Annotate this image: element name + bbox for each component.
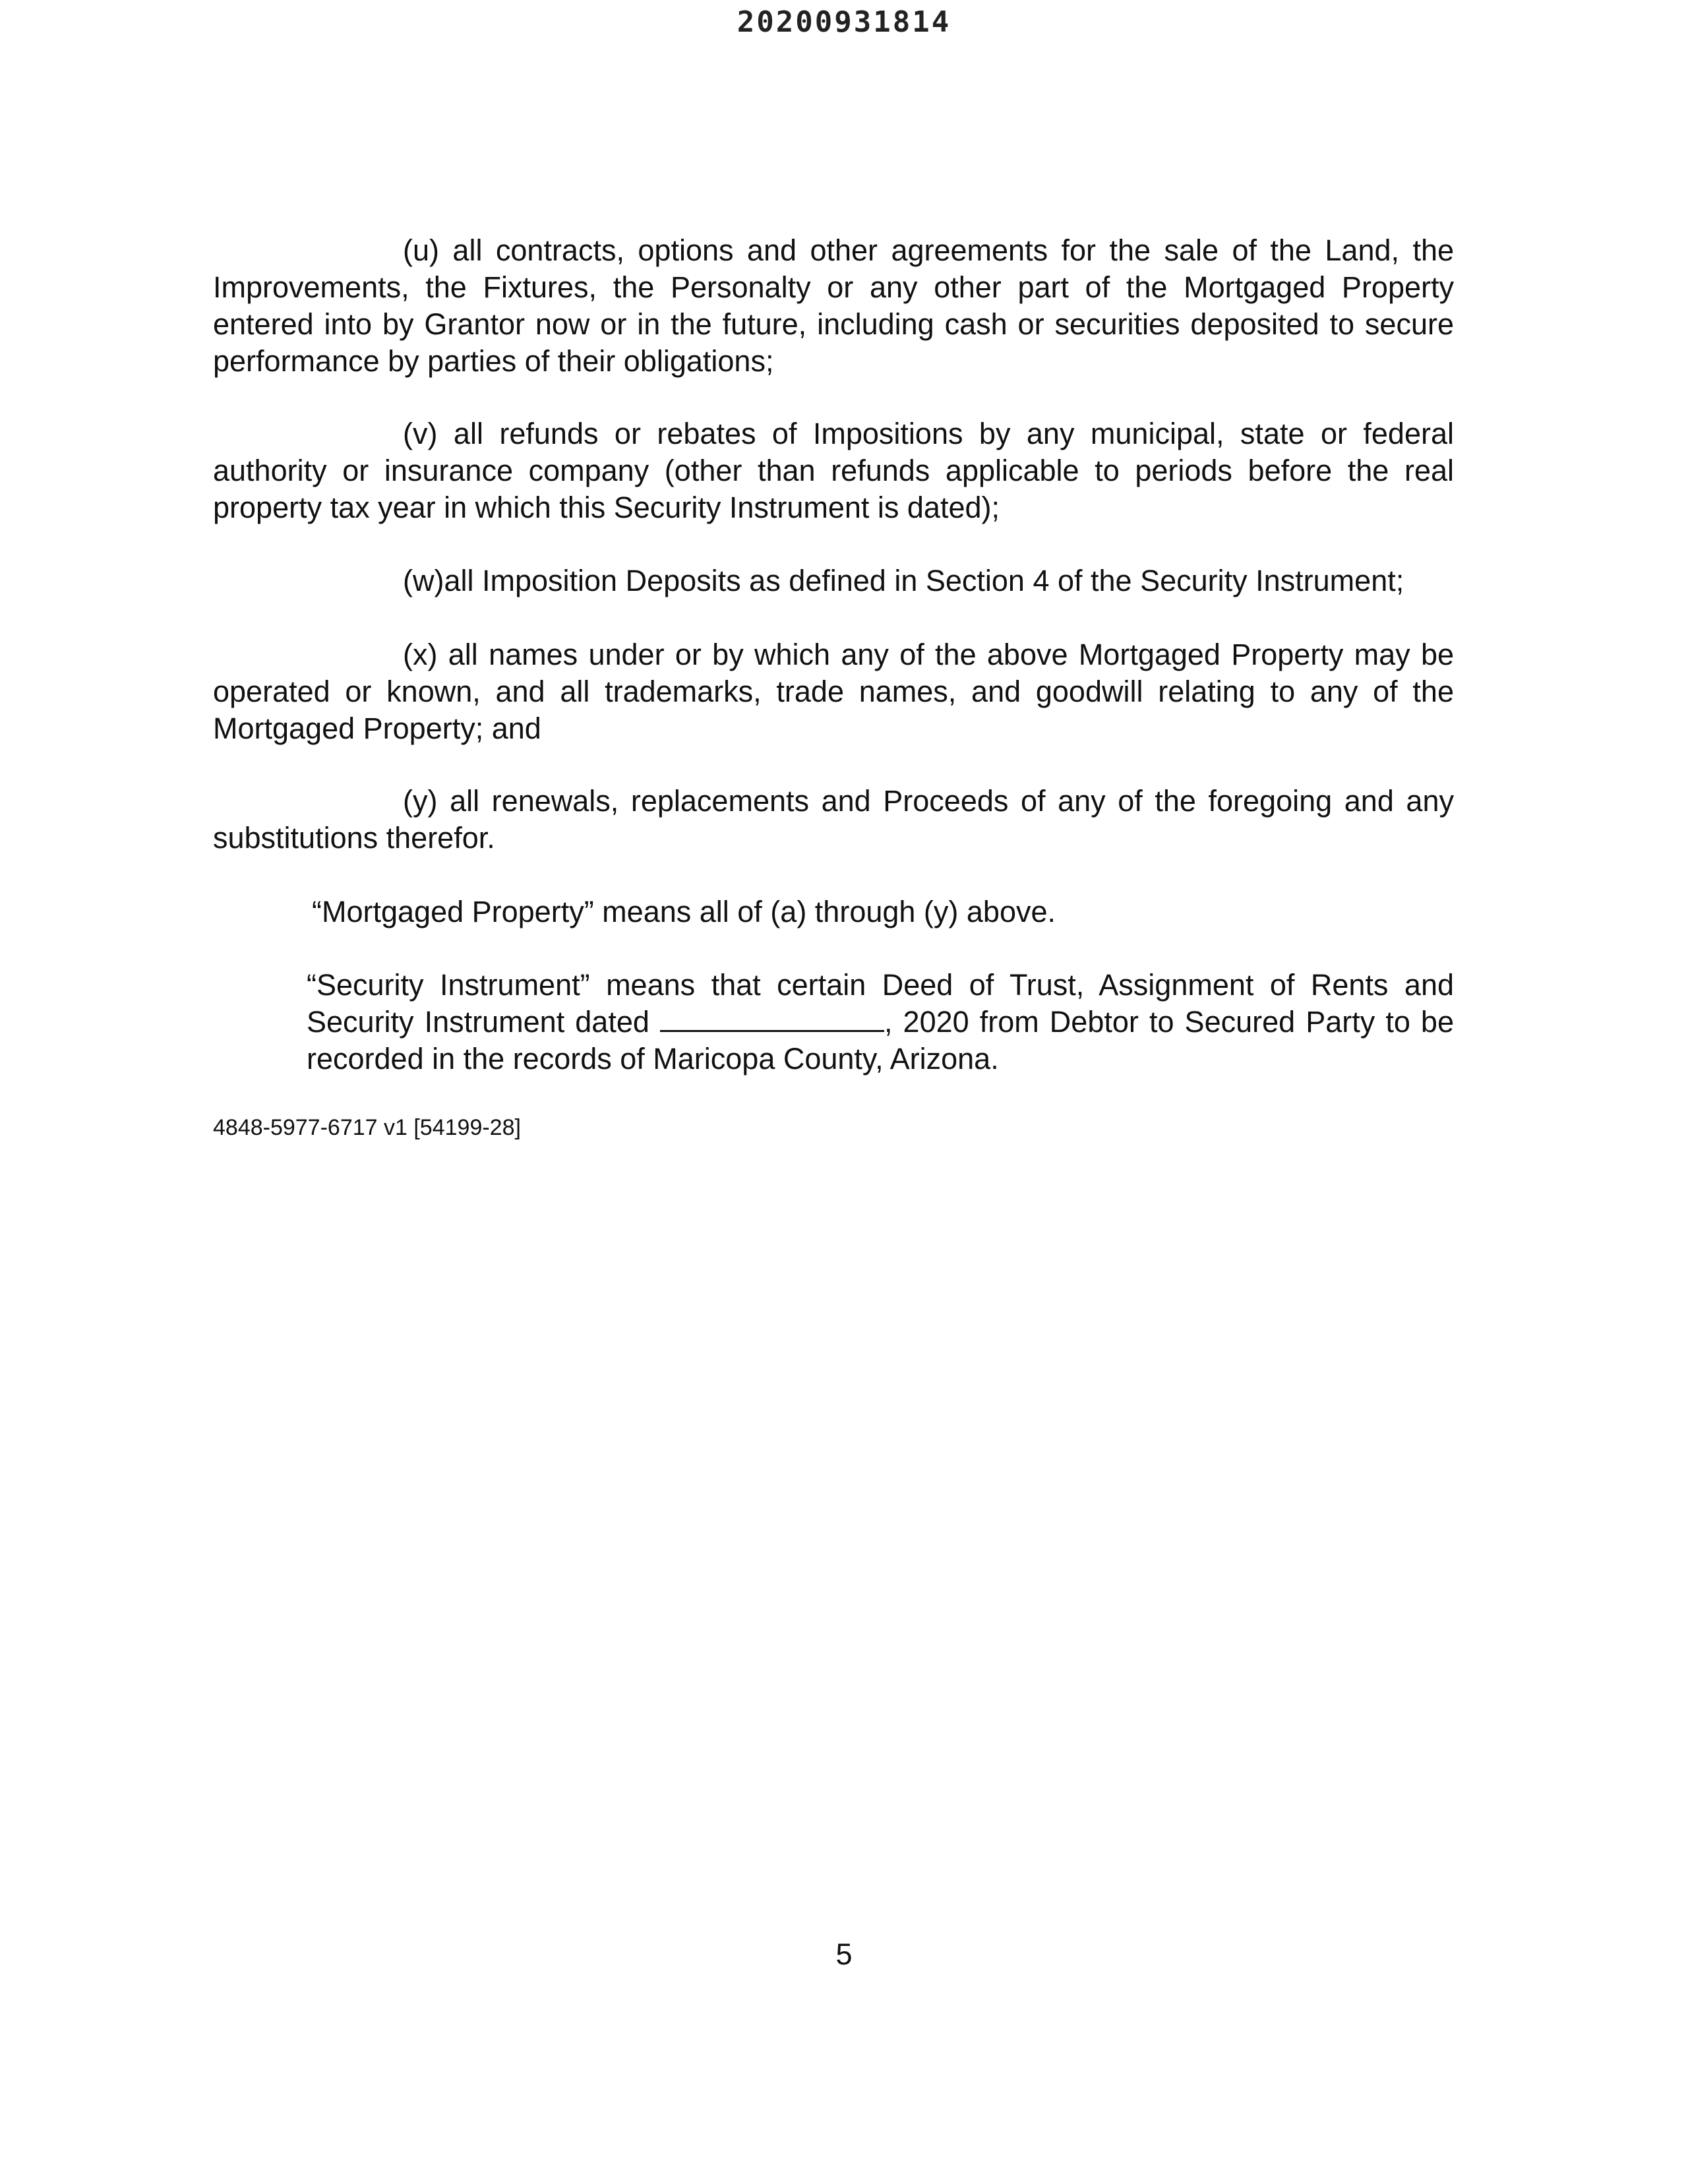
clause-w-text: (w)all Imposition Deposits as defined in Section 4 of the Security Instrument; bbox=[403, 564, 1404, 597]
page-number: 5 bbox=[835, 1937, 853, 1971]
clause-x-text: (x) all names under or by which any of the above Mortgaged Property may be operated or known, and all trademarks, trade names, and goodwill relating to any of the Mortgaged Property; and bbox=[213, 638, 1454, 745]
clause-y bbox=[213, 783, 1454, 857]
definition-security-instrument-text-2: , 2020 from Debtor to Secured Party to be recorded in the records of Maricopa County, Arizona. bbox=[307, 1005, 1454, 1076]
clause-y-text: (y) all renewals, replacements and Proceeds of any of the foregoing and any substitutions therefor. bbox=[213, 784, 1454, 855]
definition-security-instrument-text-1: “Security Instrument” means that certain Deed of Trust, Assignment of Rents and Security Instrument dated bbox=[307, 968, 1454, 1039]
date-blank-line bbox=[660, 1005, 884, 1032]
recording-number: 20200931814 bbox=[737, 5, 951, 39]
clause-w bbox=[213, 562, 1454, 599]
clause-u-text: (u) all contracts, options and other agreements for the sale of the Land, the Improvements, the Fixtures, the Personalty or any other part of the Mortgaged Property entered into by Grantor now or in the future, including cash or securities deposited to secure performance by parties of their obligations; bbox=[213, 233, 1454, 378]
definition-security-instrument bbox=[307, 967, 1454, 1077]
clause-v-text: (v) all refunds or rebates of Impositions by any municipal, state or federal authority or insurance company (other than refunds applicable to periods before the real property tax year in which this Security Instrument is dated); bbox=[213, 417, 1454, 524]
clause-v bbox=[213, 415, 1454, 526]
document-id: 4848-5977-6717 v1 [54199-28] bbox=[213, 1115, 521, 1140]
definition-mortgaged-property: “Mortgaged Property” means all of (a) through (y) above. bbox=[312, 895, 1056, 928]
clause-u bbox=[213, 232, 1454, 380]
clause-x bbox=[213, 636, 1454, 747]
